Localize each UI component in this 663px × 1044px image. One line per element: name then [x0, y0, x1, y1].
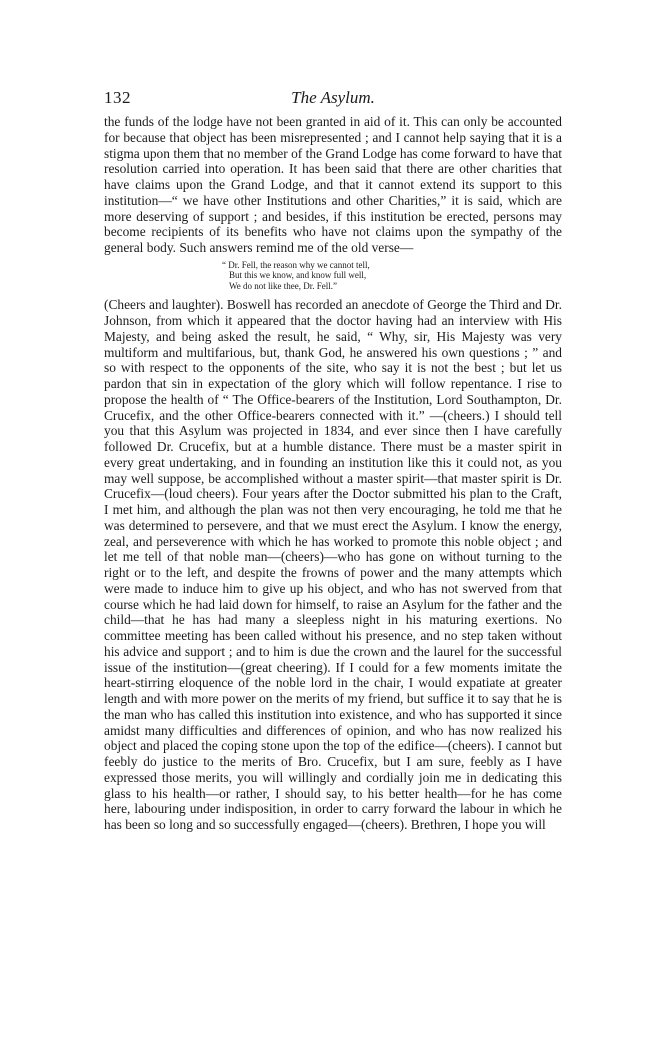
- book-page: [104, 88, 562, 833]
- running-title: The Asylum.: [291, 88, 375, 107]
- body-paragraph: (Cheers and laughter). Boswell has recorded an anecdote of George the Third and Dr. Johnson, from which it appeared that the doctor having had an interview with His Majesty, and being asked the result, he said, “ Why, sir, His Majesty was very multiform and multifarious, but, thank God, he answered his own questions ; ” and so with respect to the opponents of the site, who say it is not the best ; but let us pardon that sin in expectation of the glory which will follow repentance. I rise to propose the health of “ The Office-bearers of the Institution, Lord Southampton, Dr. Crucefix, and the other Office-bearers connected with it.” —(cheers.) I should tell you that this Asylum was projected in 1834, and ever since then I have carefully followed Dr. Crucefix, but at a humble distance. There must be a master spirit in every great undertaking, and in founding an institution like this it could not, as you may well suppose, be accomplished without a master spirit—that master spirit is Dr. Crucefix—(loud cheers). Four years after the Doctor submitted his plan to the Craft, I met him, and although the plan was not then very encouraging, he told me that he was determined to persevere, and that we must erect the Asylum. I know the energy, zeal, and perseverence with which he has worked to promote this noble object ; and let me tell of that noble man—(cheers)—who has gone on without turning to the right or to the left, and despite the frowns of power and the many attempts which were made to induce him to give up his object, and who has not swerved from that course which he had laid down for himself, to raise an Asylum for the father and the child—that he has had many a sleepless night in his maturing exertions. No committee meeting has been called without his presence, and no step taken without his advice and support ; and to him is due the crown and the laurel for the successful issue of the institution—(great cheering). If I could for a few moments imitate the heart-stirring eloquence of the noble lord in the chair, I would expatiate at greater length and with more power on the merits of my friend, but suffice it to say that he is the man who has called this institution into existence, and who has supported it since amidst many difficulties and differences of opinion, and who has now realized his object and placed the coping stone upon the top of the edifice—(cheers). I cannot but feebly do justice to the merits of Bro. Crucefix, but I am sure, feebly as I have expressed those merits, you will willingly and cordially join me in dedicating this glass to his health—or rather, I should say, to his better health—for he has come here, labouring under indisposition, in order to carry forward the labour in which he has been so long and so successfully engaged—(cheers). Brethren, I hope you will: [104, 297, 562, 832]
- verse-line: We do not like thee, Dr. Fell.”: [229, 280, 337, 291]
- page-header: [104, 88, 562, 114]
- body-paragraph: the funds of the lodge have not been granted in aid of it. This can only be accounted for because that object has been misrepresented ; and I cannot help saying that it is a stigma upon them that no member of the Grand Lodge has come forward to have that resolution carried into operation. It has been said that there are other charities that have claims upon the Grand Lodge, and that it cannot extend its support to this institution—“ we have other Institutions and other Charities,” it is said, which are more deserving of support ; and besides, if this institution be erected, persons may become recipients of its benefits who have not claims upon the sympathy of the general body. Such answers remind me of the old verse—: [104, 114, 562, 255]
- verse-line: “ Dr. Fell, the reason why we cannot tell,: [222, 259, 370, 270]
- verse-line: But this we know, and know full well,: [229, 270, 367, 281]
- page-number: 132: [104, 88, 131, 107]
- verse-quotation: [222, 260, 562, 292]
